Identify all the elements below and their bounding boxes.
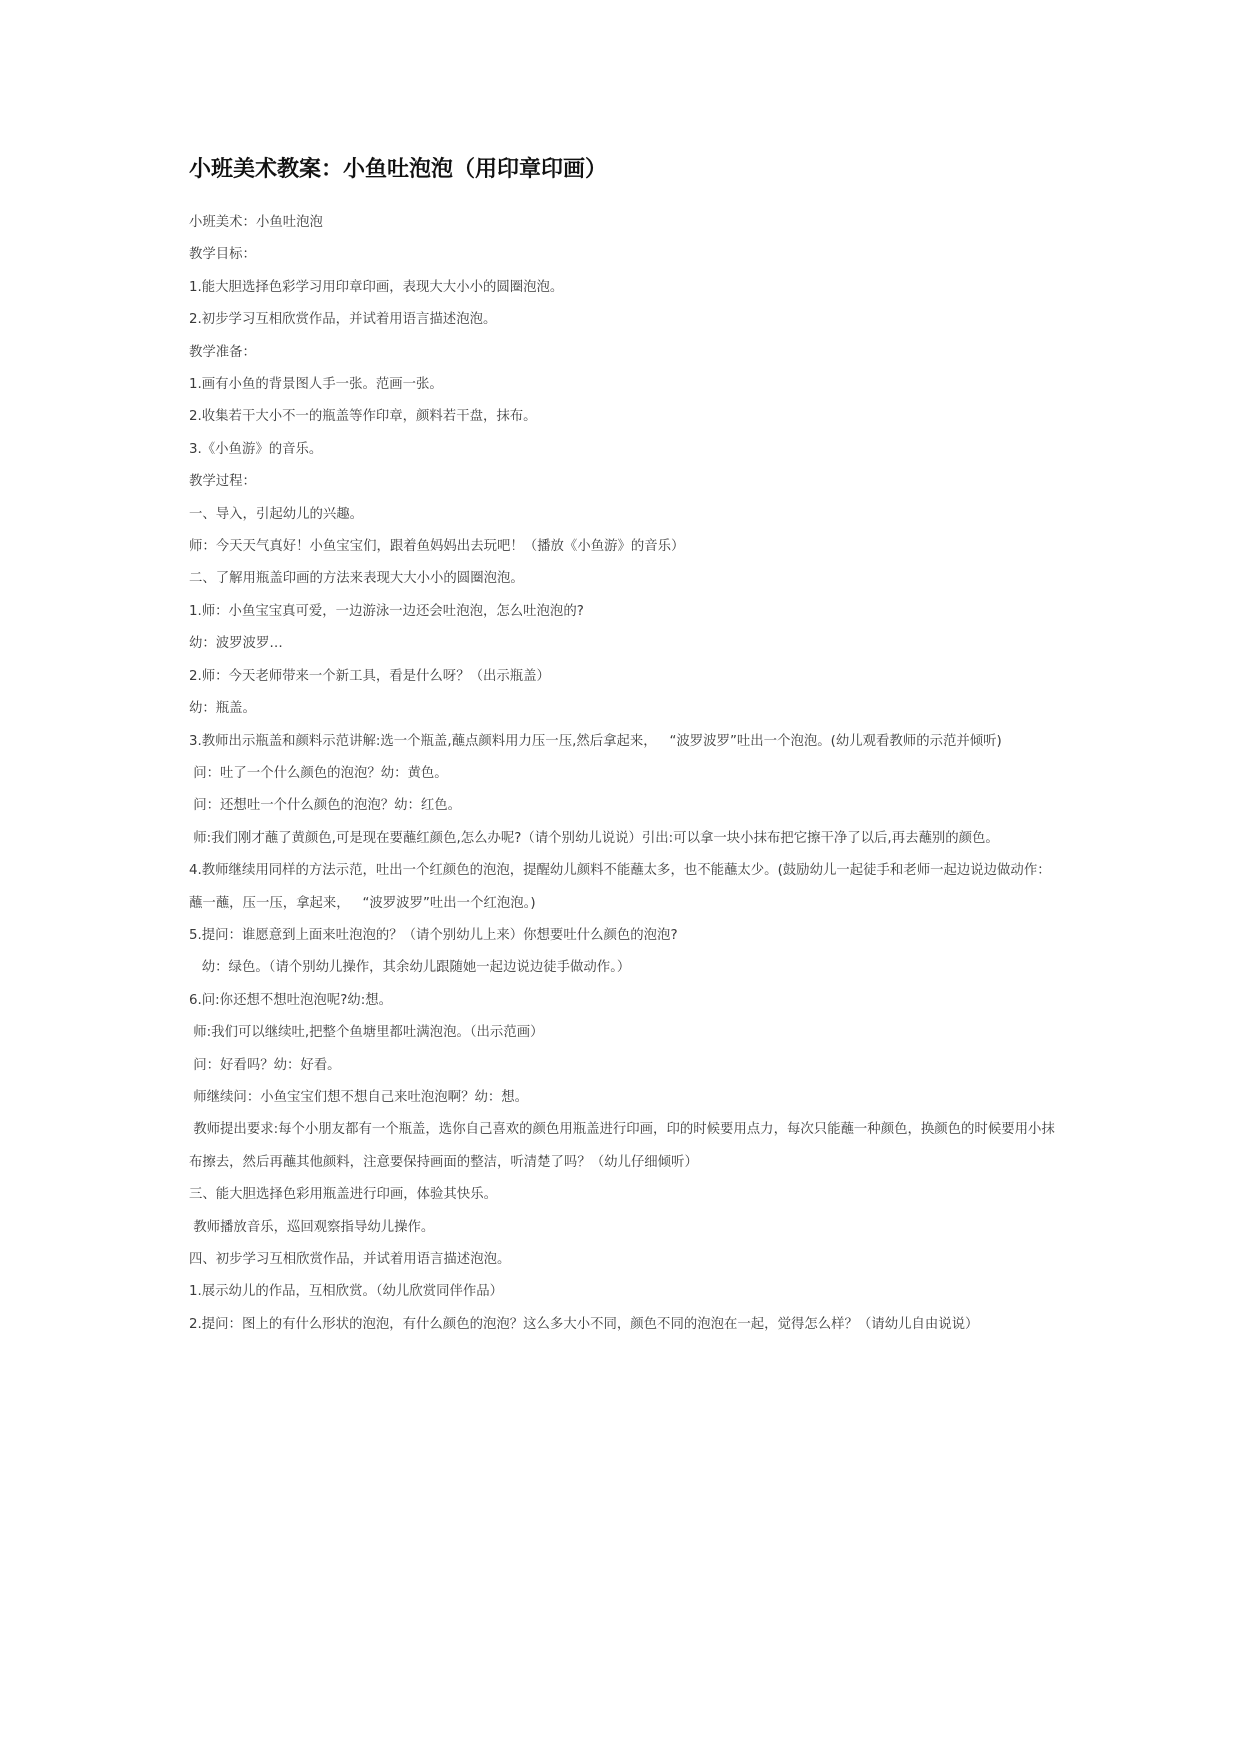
paragraph: 问：好看吗？幼：好看。 xyxy=(189,1057,341,1073)
paragraph: 一、导入，引起幼儿的兴趣。 xyxy=(189,506,364,522)
paragraph: 教学目标： xyxy=(189,247,256,263)
paragraph: 教师提出要求:每个小朋友都有一个瓶盖，选你自己喜欢的颜色用瓶盖进行印画，印的时候要用点力，每次只能蘸一种颜色，换颜色的时候要用小抹布擦去，然后再蘸其他颜料，注意要保持画面的整洁，听清楚了吗？（幼儿仔细倾听） xyxy=(189,1122,1055,1170)
paragraph: 三、能大胆选择色彩用瓶盖进行印画，体验其快乐。 xyxy=(189,1187,497,1203)
paragraph: 师继续问：小鱼宝宝们想不想自己来吐泡泡啊？幼：想。 xyxy=(189,1089,529,1105)
paragraph: 1.能大胆选择色彩学习用印章印画，表现大大小小的圆圈泡泡。 xyxy=(189,279,564,295)
paragraph: 幼：瓶盖。 xyxy=(189,701,256,717)
paragraph: 2.初步学习互相欣赏作品，并试着用语言描述泡泡。 xyxy=(189,312,497,328)
paragraph: 6.问:你还想不想吐泡泡呢?幼:想。 xyxy=(189,992,392,1008)
paragraph: 教师播放音乐，巡回观察指导幼儿操作。 xyxy=(189,1219,435,1235)
paragraph: 教学准备： xyxy=(189,344,256,360)
paragraph: 3.教师出示瓶盖和颜料示范讲解:选一个瓶盖,蘸点颜料用力压一压,然后拿起来， “波罗波罗”吐出一个泡泡。(幼儿观看教师的示范并倾听) xyxy=(189,733,1002,749)
document-title: 小班美术教案：小鱼吐泡泡（用印章印画） xyxy=(189,157,608,182)
paragraph: 5.提问：谁愿意到上面来吐泡泡的？（请个别幼儿上来）你想要吐什么颜色的泡泡? xyxy=(189,927,678,943)
paragraph: 1.师：小鱼宝宝真可爱，一边游泳一边还会吐泡泡，怎么吐泡泡的? xyxy=(189,603,584,619)
paragraph: 2.师：今天老师带来一个新工具，看是什么呀？（出示瓶盖） xyxy=(189,668,550,684)
paragraph: 幼：波罗波罗… xyxy=(189,636,283,652)
paragraph: 4.教师继续用同样的方法示范，吐出一个红颜色的泡泡，提醒幼儿颜料不能蘸太多，也不能蘸太少。(鼓励幼儿一起徒手和老师一起边说边做动作：蘸一蘸，压一压，拿起来， “波罗波罗”吐出一个红泡泡。) xyxy=(189,863,1051,911)
paragraph: 3.《小鱼游》的音乐。 xyxy=(189,441,323,457)
paragraph: 小班美术：小鱼吐泡泡 xyxy=(189,215,323,230)
paragraph: 问：还想吐一个什么颜色的泡泡？幼：红色。 xyxy=(189,798,462,814)
document-body xyxy=(189,207,1059,1341)
paragraph: 二、了解用瓶盖印画的方法来表现大大小小的圆圈泡泡。 xyxy=(189,571,524,587)
paragraph: 幼：绿色。（请个别幼儿操作，其余幼儿跟随她一起边说边徒手做动作。） xyxy=(189,960,631,976)
paragraph: 教学过程： xyxy=(189,474,256,490)
paragraph: 师:我们刚才蘸了黄颜色,可是现在要蘸红颜色,怎么办呢?（请个别幼儿说说）引出:可以拿一块小抹布把它擦干净了以后,再去蘸别的颜色。 xyxy=(189,830,999,846)
paragraph: 师:我们可以继续吐,把整个鱼塘里都吐满泡泡。（出示范画） xyxy=(189,1025,544,1041)
paragraph: 1.展示幼儿的作品，互相欣赏。（幼儿欣赏同伴作品） xyxy=(189,1284,504,1300)
paragraph: 2.收集若干大小不一的瓶盖等作印章，颜料若干盘，抹布。 xyxy=(189,409,537,425)
paragraph: 1.画有小鱼的背景图人手一张。范画一张。 xyxy=(189,377,443,393)
paragraph: 师：今天天气真好！小鱼宝宝们，跟着鱼妈妈出去玩吧！（播放《小鱼游》的音乐） xyxy=(189,539,685,555)
paragraph: 2.提问：图上的有什么形状的泡泡，有什么颜色的泡泡？这么多大小不同，颜色不同的泡泡在一起，觉得怎么样？（请幼儿自由说说） xyxy=(189,1316,979,1332)
paragraph: 问：吐了一个什么颜色的泡泡？幼：黄色。 xyxy=(189,765,448,781)
paragraph: 四、初步学习互相欣赏作品，并试着用语言描述泡泡。 xyxy=(189,1252,511,1267)
